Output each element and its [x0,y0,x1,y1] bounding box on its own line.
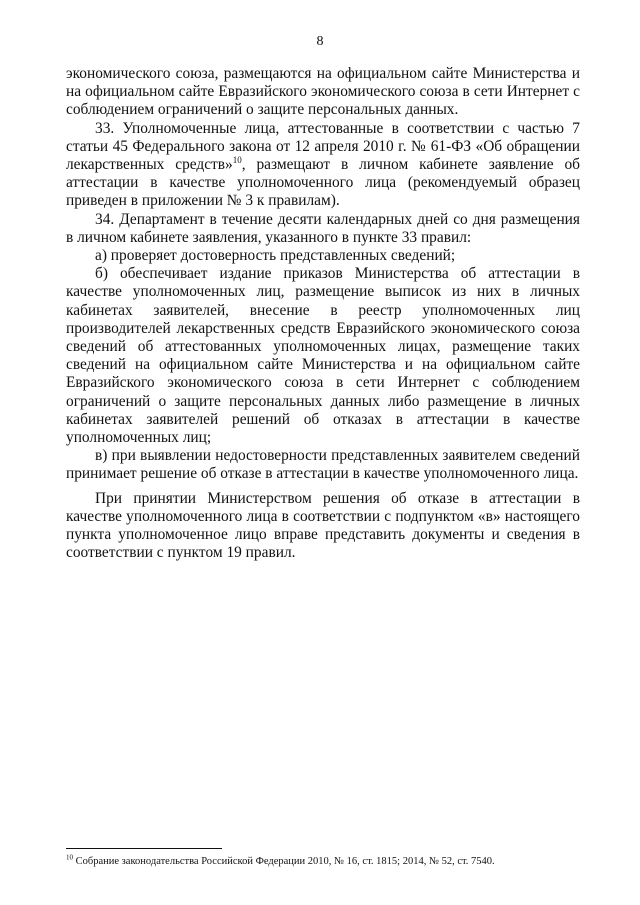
paragraph-33-text-part2: , размещают в личном кабинете заявление об аттестации в качестве уполномоченного лица (рекомендуемый образец приведен в приложении № 3 к правилам). [66,156,580,210]
footnote-reference: 10 [232,154,242,165]
subitem-b: б) обеспечивает издание приказов Министерства об аттестации в качестве уполномоченных лиц, размещение выписок из них в личных кабинетах заявителей, внесение в реестр уполномоченных лиц производителей лекарственных средств Евразийского экономического союза сведений об аттестованных уполномоченных лицах, размещение таких сведений на официальном сайте Министерства и на официальном сайте Евразийского экономического союза в сети Интернет с соблюдением ограничений о защите персональных данных либо размещение в личных кабинетах заявителей решений об отказах в аттестации в качестве уполномоченных лиц; [66,265,580,447]
footnote-number: 10 [66,853,73,862]
paragraph-34: 34. Департамент в течение десяти календарных дней со дня размещения в личном кабинете заявления, указанного в пункте 33 правил: [66,210,580,246]
footnote [66,855,580,868]
subitem-v: в) при выявлении недостоверности представленных заявителем сведений принимает решение об отказе в аттестации в качестве уполномоченного лица. [66,447,580,483]
paragraph-continuation: экономического союза, размещаются на официальном сайте Министерства и на официальном сайте Евразийского экономического союза в сети Интернет с соблюдением ограничений о защите персональных данных. [66,65,580,119]
footnote-separator [66,848,222,849]
paragraph-refusal: При принятии Министерством решения об отказе в аттестации в качестве уполномоченного лица в соответствии с подпунктом «в» настоящего пункта уполномоченное лицо вправе представить документы и сведения в соответствии с пунктом 19 правил. [66,489,580,562]
footnote-text: Собрание законодательства Российской Федерации 2010, № 16, ст. 1815; 2014, № 52, ст. 7540. [73,856,495,867]
subitem-a: а) проверяет достоверность представленных сведений; [95,247,456,265]
paragraph-33 [66,120,580,211]
document-body [66,65,580,562]
paragraph-33-text-part1: 33. Уполномоченные лица, аттестованные в соответствии с частью 7 статьи 45 Федерального закона от 12 апреля 2010 г. № 61-ФЗ «Об обращении лекарственных средств» [66,119,580,174]
page-number: 8 [316,34,324,49]
